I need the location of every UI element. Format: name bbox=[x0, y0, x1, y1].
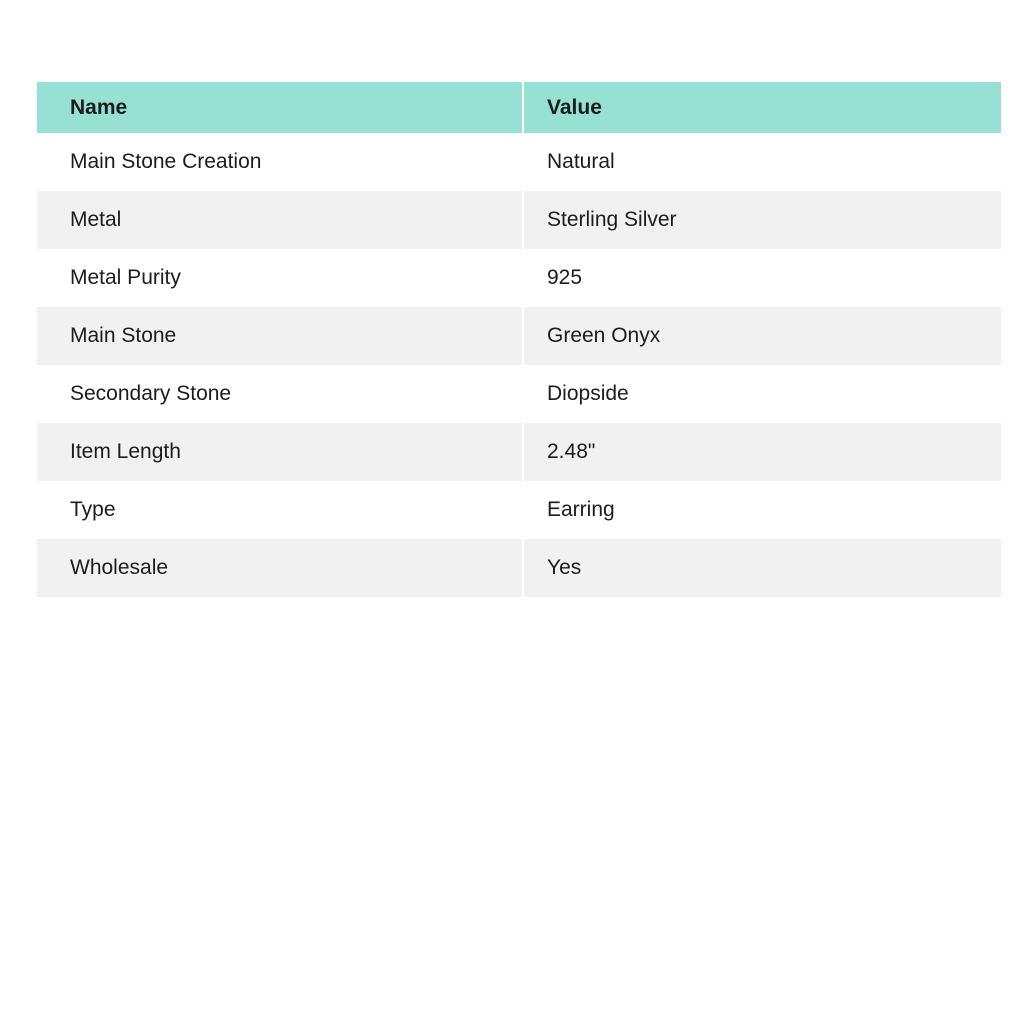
column-header-name: Name bbox=[37, 82, 523, 133]
row-label: Metal Purity bbox=[37, 249, 523, 307]
table-row bbox=[37, 365, 1001, 423]
row-label: Main Stone bbox=[37, 307, 523, 365]
row-value: 925 bbox=[547, 266, 583, 289]
table-row bbox=[37, 423, 1001, 481]
product-spec-table bbox=[37, 82, 1001, 597]
table-row bbox=[37, 539, 1001, 597]
row-label: Metal bbox=[37, 191, 523, 249]
table-row bbox=[37, 307, 1001, 365]
table-row bbox=[37, 191, 1001, 249]
table-row bbox=[37, 133, 1001, 191]
row-value: 2.48" bbox=[547, 440, 596, 463]
row-value: Earring bbox=[547, 498, 615, 521]
row-label: Type bbox=[37, 481, 523, 539]
row-label: Wholesale bbox=[37, 539, 523, 597]
row-value: Natural bbox=[547, 150, 615, 173]
row-value: Diopside bbox=[547, 382, 629, 405]
row-label: Secondary Stone bbox=[37, 365, 523, 423]
row-value: Yes bbox=[547, 556, 582, 579]
row-label: Item Length bbox=[37, 423, 523, 481]
table-row bbox=[37, 249, 1001, 307]
table-row bbox=[37, 481, 1001, 539]
row-label: Main Stone Creation bbox=[37, 133, 523, 191]
table-header-row bbox=[37, 82, 1001, 133]
column-header-value: Value bbox=[523, 82, 1001, 133]
row-value: Green Onyx bbox=[547, 324, 661, 347]
row-value: Sterling Silver bbox=[547, 208, 677, 231]
